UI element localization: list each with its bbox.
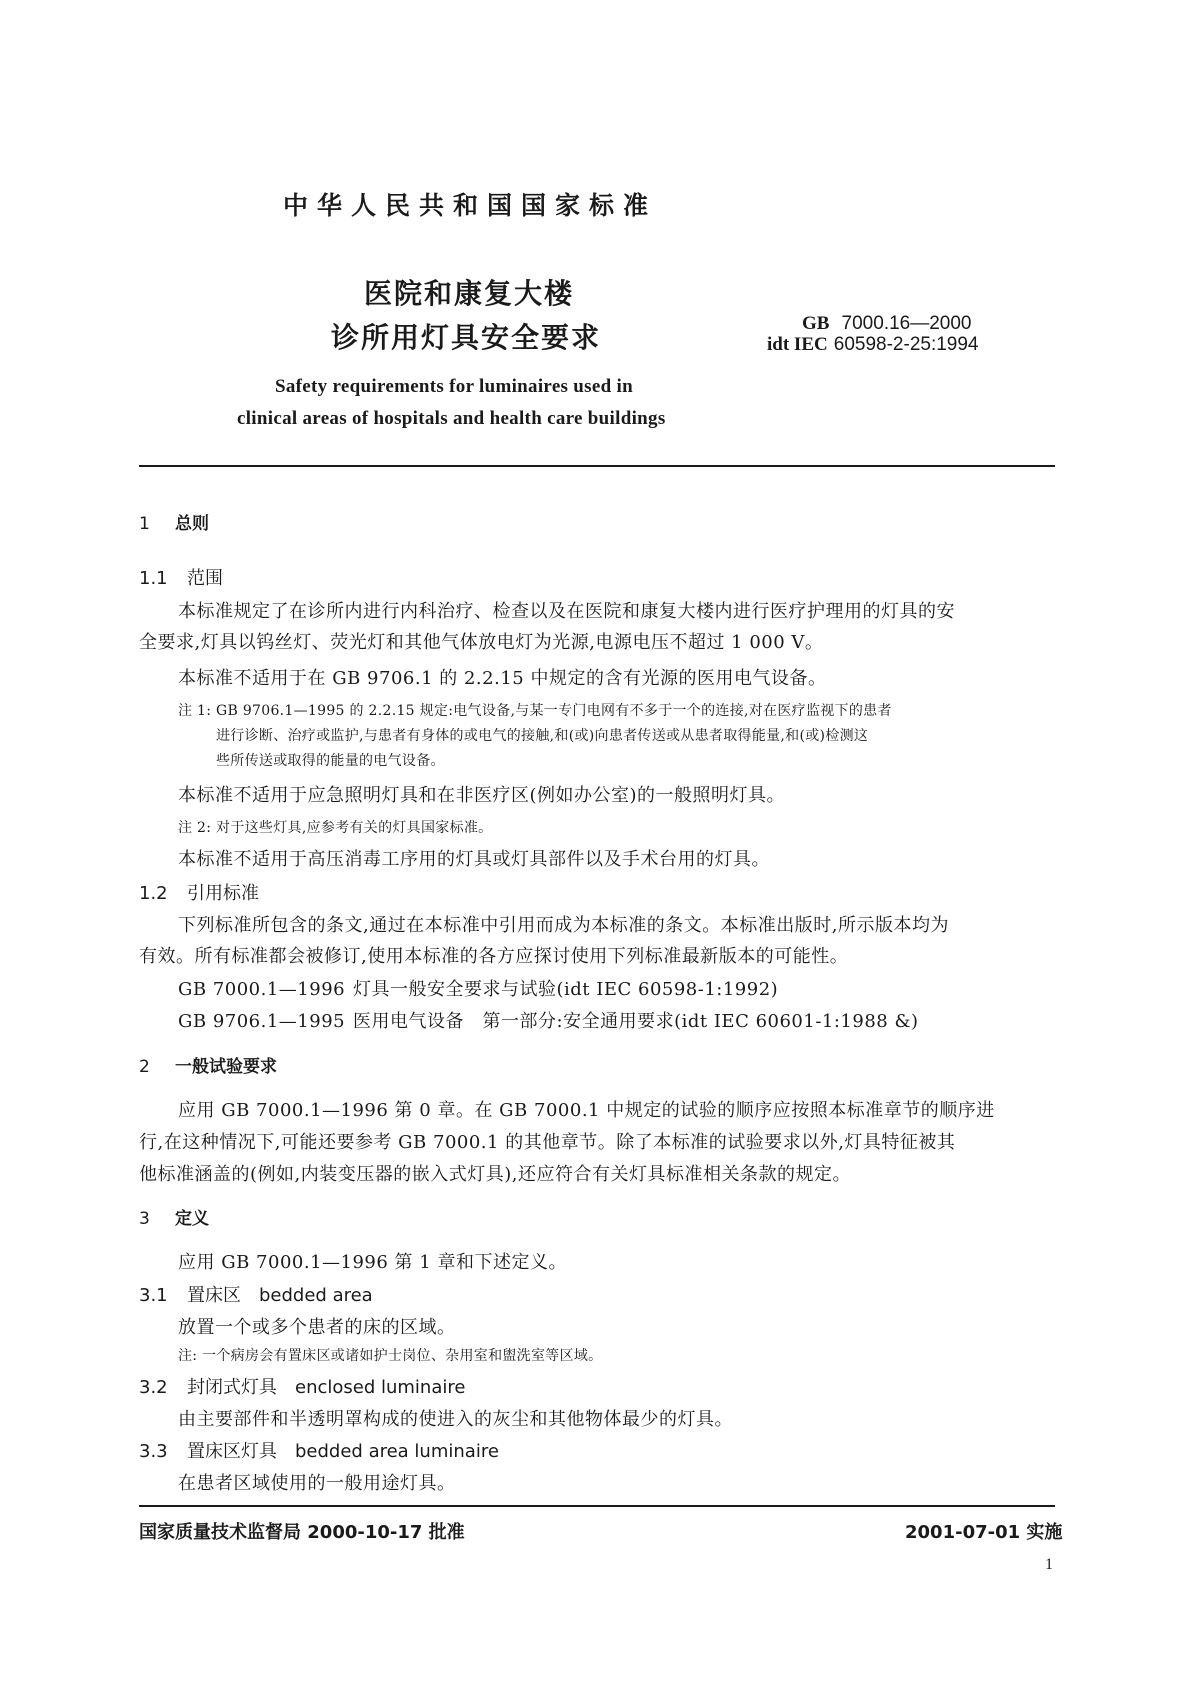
section-3-1-heading (139, 1281, 373, 1307)
section-number: 1 (139, 514, 150, 534)
section-title: 置床区 bedded area (187, 1285, 373, 1306)
section-number: 2 (139, 1057, 150, 1077)
paragraph: 本标准不适用于高压消毒工序用的灯具或灯具部件以及手术台用的灯具。 (178, 849, 770, 870)
note: 进行诊断、治疗或监护,与患者有身体的或电气的接触,和(或)向患者传送或从患者取得能量,和(或)检测这 (216, 728, 869, 744)
section-title: 引用标准 (187, 883, 259, 904)
header-divider (139, 465, 1055, 467)
title-en-line2: clinical areas of hospitals and health care buildings (237, 408, 666, 429)
paragraph: 本标准规定了在诊所内进行内科治疗、检查以及在医院和康复大楼内进行医疗护理用的灯具的安 (178, 601, 955, 622)
paragraph: 下列标准所包含的条文,通过在本标准中引用而成为本标准的条文。本标准出版时,所示版本均为 (178, 915, 949, 936)
section-title: 总则 (175, 514, 209, 534)
section-number: 3.3 (139, 1441, 168, 1462)
paragraph: 行,在这种情况下,可能还要参考 GB 7000.1 的其他章节。除了本标准的试验要求以外,灯具特征被其 (139, 1132, 956, 1153)
section-title: 定义 (175, 1209, 209, 1229)
section-number: 3.1 (139, 1285, 168, 1306)
paragraph: 应用 GB 7000.1—1996 第 0 章。在 GB 7000.1 中规定的试验的顺序应按照本标准章节的顺序进 (178, 1100, 995, 1121)
paragraph: 在患者区域使用的一般用途灯具。 (178, 1473, 456, 1494)
section-3-2-heading (139, 1373, 465, 1399)
reference-code: GB 9706.1—1995 (178, 1011, 346, 1032)
section-number: 1.1 (139, 568, 168, 589)
title-cn-line2: 诊所用灯具安全要求 (331, 321, 602, 354)
standard-code (802, 313, 972, 334)
approval-date: 国家质量技术监督局 2000-10-17 批准 (139, 1522, 465, 1543)
equivalent-standard-code (767, 334, 979, 355)
title-en-line1: Safety requirements for luminaires used in (275, 376, 633, 397)
section-number: 3.2 (139, 1377, 168, 1398)
national-standard-heading: 中华人民共和国国家标准 (283, 191, 658, 220)
section-title: 范围 (187, 568, 223, 589)
title-cn-line1: 医院和康复大楼 (364, 277, 575, 310)
note: 些所传送或取得的能量的电气设备。 (216, 753, 445, 769)
reference-item (178, 1007, 919, 1033)
paragraph: 由主要部件和半透明罩构成的使进入的灰尘和其他物体最少的灯具。 (178, 1409, 733, 1430)
paragraph: 本标准不适用于应急照明灯具和在非医疗区(例如办公室)的一般照明灯具。 (178, 785, 786, 806)
paragraph: 有效。所有标准都会被修订,使用本标准的各方应探讨使用下列标准最新版本的可能性。 (139, 946, 849, 967)
paragraph: 全要求,灯具以钨丝灯、荧光灯和其他气体放电灯为光源,电源电压不超过 1 000 V。 (139, 632, 824, 653)
section-1-2-heading (139, 879, 259, 905)
footer-divider (139, 1505, 1055, 1507)
standard-code-number: 7000.16—2000 (841, 313, 972, 334)
section-1-1-heading (139, 564, 223, 590)
reference-title: 医用电气设备 第一部分:安全通用要求(idt IEC 60601-1:1988 &) (353, 1011, 919, 1032)
section-3-3-heading (139, 1437, 499, 1463)
paragraph: 他标准涵盖的(例如,内装变压器的嵌入式灯具),还应符合有关灯具标准相关条款的规定。 (139, 1164, 851, 1185)
reference-title: 灯具一般安全要求与试验(idt IEC 60598-1:1992) (353, 979, 779, 1000)
section-title: 封闭式灯具 enclosed luminaire (187, 1377, 466, 1398)
reference-item (178, 975, 778, 1001)
paragraph: 本标准不适用于在 GB 9706.1 的 2.2.15 中规定的含有光源的医用电气设备。 (178, 668, 827, 689)
section-2-heading (139, 1052, 277, 1077)
note: 注 1: GB 9706.1—1995 的 2.2.15 规定:电气设备,与某一专门电网有不多于一个的连接,对在医疗监视下的患者 (178, 703, 892, 719)
page-number: 1 (1045, 1556, 1053, 1573)
section-number: 3 (139, 1209, 150, 1229)
equivalent-code-number: 60598-2-25:1994 (833, 334, 979, 355)
standard-code-prefix: GB (802, 313, 830, 334)
section-1-heading (139, 509, 209, 534)
section-3-heading (139, 1204, 209, 1229)
reference-code: GB 7000.1—1996 (178, 979, 346, 1000)
section-title: 一般试验要求 (175, 1057, 277, 1077)
paragraph: 放置一个或多个患者的床的区域。 (178, 1317, 456, 1338)
implementation-date: 2001-07-01 实施 (905, 1522, 1063, 1543)
equivalent-code-prefix: idt IEC (767, 334, 828, 355)
section-title: 置床区灯具 bedded area luminaire (187, 1441, 499, 1462)
section-number: 1.2 (139, 883, 168, 904)
note: 注 2: 对于这些灯具,应参考有关的灯具国家标准。 (178, 820, 493, 836)
note: 注: 一个病房会有置床区或诸如护士岗位、杂用室和盥洗室等区域。 (178, 1348, 603, 1364)
paragraph: 应用 GB 7000.1—1996 第 1 章和下述定义。 (178, 1252, 567, 1273)
